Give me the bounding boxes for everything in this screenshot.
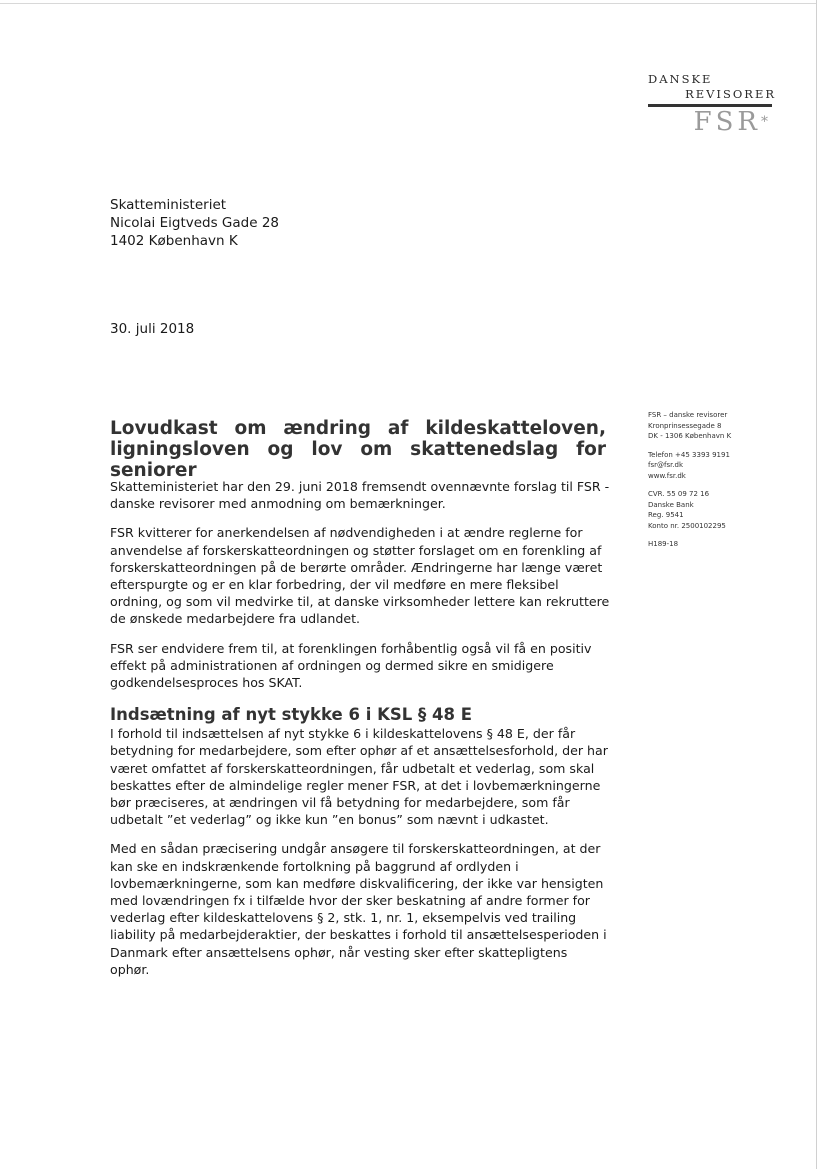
recipient-address — [110, 196, 279, 250]
sidebar-cvr: CVR. 55 09 72 16 — [648, 490, 710, 498]
body-paragraph-3: FSR ser endvidere frem til, at forenklingen forhåbentlig også vil få en positiv effekt på administrationen af ordningen og dermed sikre en smidigere godkendelsesproces hos SKAT. — [110, 640, 592, 691]
page-edge-top — [0, 0, 816, 4]
page-edge-right — [816, 0, 817, 1169]
logo-mark — [640, 109, 776, 135]
section-paragraph-1: I forhold til indsættelsen af nyt stykke 6 i kildeskattelovens § 48 E, der får betydning for medarbejdere, som efter ophør af et ansættelsesforhold, der har været omfattet af forskerskatteordningen, får udbetalt et vederlag, som skal beskattes efter de almindelige regler mener FSR, at det i lovbemærkningerne bør præciseres, at ændringen vil få betydning for medarbejdere, som får udbetalt ”et vederlag” og ikke kun ”en bonus” som nævnt i udkastet. — [110, 726, 608, 828]
fsr-logo — [640, 72, 776, 135]
letter-date: 30. juli 2018 — [110, 321, 195, 337]
title-line2: ligningsloven og lov om skattenedslag for seniorer — [110, 439, 606, 481]
recipient-street: Nicolai Eigtveds Gade 28 — [110, 215, 280, 231]
sidebar-reg: Reg. 9541 — [648, 511, 684, 519]
recipient-name: Skatteministeriet — [110, 197, 227, 213]
sidebar-org: FSR – danske revisorer — [648, 411, 728, 419]
sidebar-konto: Konto nr. 2500102295 — [648, 521, 726, 530]
logo-mark-text: FSR — [693, 107, 761, 137]
body-paragraph-1: Skatteministeriet har den 29. juni 2018 fremsendt ovennævnte forslag til FSR - danske revisorer med anmodning om bemærkninger. — [110, 479, 610, 512]
section-paragraph-2: Med en sådan præcisering undgår ansøgere til forskerskatteordningen, at der kan ske en indskrænkende fortolkning på baggrund af ordlyden i lovbemærkningerne, som kan medføre diskvalificering, der ikke var hensigten med lovændringen fx i tilfælde hvor der sker beskatning af andre former for vederlag efter kildeskattelovens § 2, stk. 1, nr. 1, eksempelvis ved trailing liability på medarbejderaktier, der beskattes i forhold til ansættelsesperioden i Danmark efter ansættelsens ophør, når vesting sker efter skattepligtens ophør. — [110, 841, 607, 977]
letter-title — [110, 418, 606, 481]
recipient-city: 1402 København K — [110, 233, 238, 249]
sidebar-city: DK - 1306 København K — [648, 432, 732, 440]
sidebar-email: fsr@fsr.dk — [648, 461, 684, 469]
title-line1: Lovudkast om ændring af kildeskatteloven, — [110, 418, 606, 439]
sidebar-street: Kronprinsessegade 8 — [648, 421, 722, 430]
letter-body — [110, 478, 610, 990]
section-heading: Indsætning af nyt stykke 6 i KSL § 48 E — [110, 705, 473, 725]
logo-line1: DANSKE — [648, 72, 713, 86]
sender-sidebar — [648, 410, 748, 558]
sidebar-ref: H189-18 — [648, 540, 679, 548]
body-paragraph-2: FSR kvitterer for anerkendelsen af nødvendigheden i at ændre reglerne for anvendelse af forskerskatteordningen og støtter forslaget om en forenkling af forskerskatteordningen på de berørte områder. Ændringerne har længe været efterspurgte og er en klar forbedring, der vil medføre en mere fleksibel ordning, og som vil medvirke til, at danske virksomheder lettere kan rekruttere de ønskede medarbejdere fra udlandet. — [110, 525, 610, 627]
logo-line2: REVISORER — [685, 87, 776, 101]
sidebar-web: www.fsr.dk — [648, 471, 686, 480]
sidebar-bank: Danske Bank — [648, 500, 694, 509]
sidebar-phone: Telefon +45 3393 9191 — [648, 450, 730, 459]
logo-mark-symbol: * — [761, 114, 772, 130]
